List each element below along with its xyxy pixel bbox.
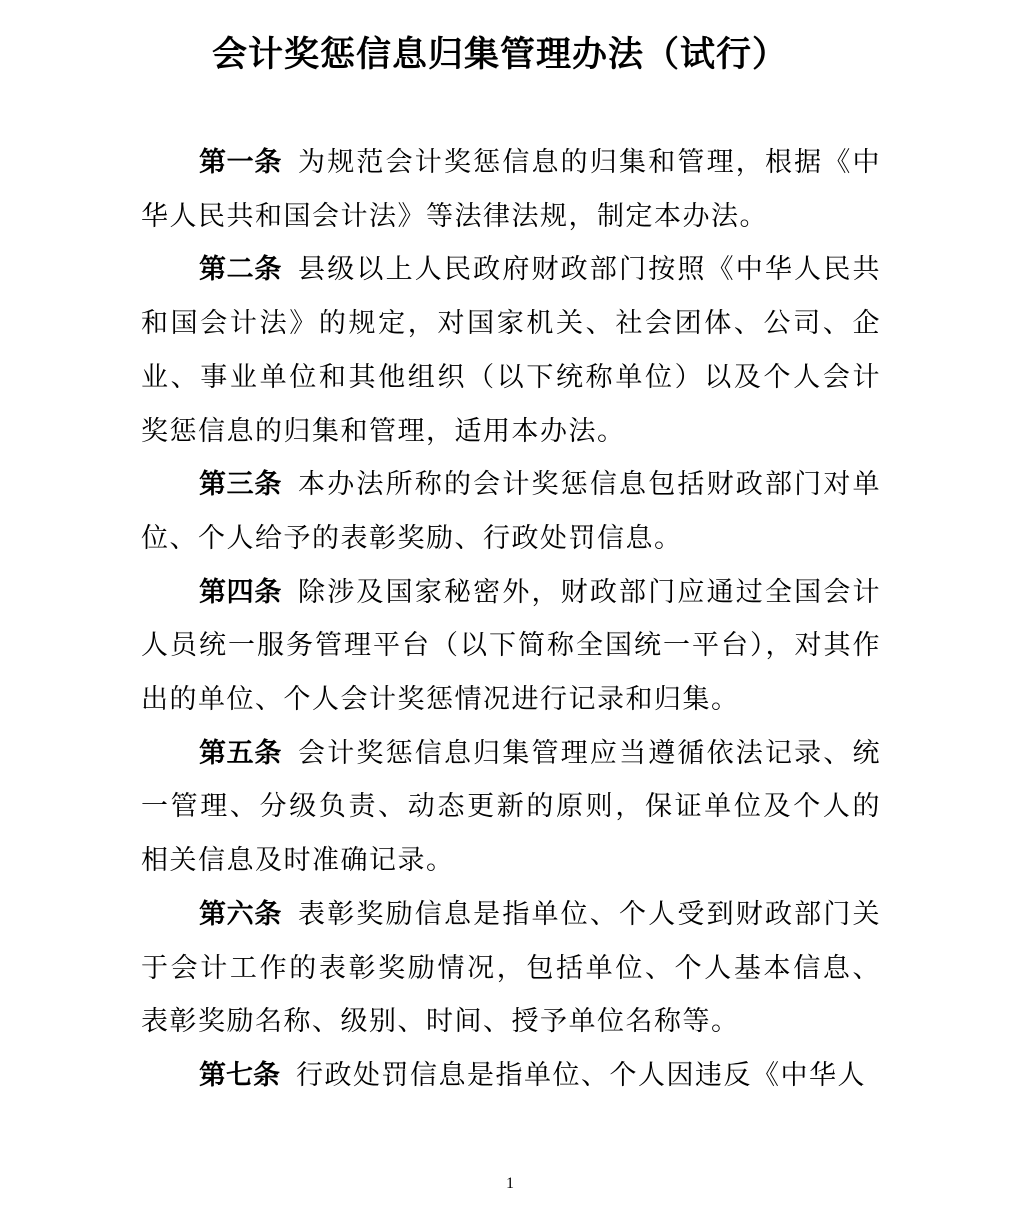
article-text: 为规范会计奖惩信息的归集和管理，根据《中华人民共和国会计法》等法律法规，制定本办法。 [141,147,882,232]
article-label: 第五条 [199,737,283,769]
article-3 [141,458,881,565]
document-title: 会计奖惩信息归集管理办法（试行） [211,35,788,75]
article-text: 行政处罚信息是指单位、个人因违反《中华人 [296,1059,866,1091]
article-label: 第三条 [199,469,283,501]
article-6 [141,888,881,1049]
article-5 [141,727,881,888]
article-label: 第二条 [199,254,283,286]
page-number: 1 [506,1175,514,1192]
article-label: 第四条 [199,576,283,608]
article-label: 第一条 [199,147,283,178]
article-text: 县级以上人民政府财政部门按照《中华人民共和国会计法》的规定，对国家机关、社会团体、公司、企业、事业单位和其他组织（以下统称单位）以及个人会计奖惩信息的归集和管理，适用本办法。 [141,254,882,447]
article-text: 本办法所称的会计奖惩信息包括财政部门对单位、个人给予的表彰奖励、行政处罚信息。 [141,469,882,554]
article-label: 第六条 [199,898,283,930]
article-label: 第七条 [199,1059,280,1091]
article-7 [141,1049,881,1103]
article-text: 除涉及国家秘密外，财政部门应通过全国会计人员统一服务管理平台（以下简称全国统一平台），对其作出的单位、个人会计奖惩情况进行记录和归集。 [141,576,882,716]
document-body [141,136,881,1103]
article-2 [141,243,881,458]
article-text: 表彰奖励信息是指单位、个人受到财政部门关于会计工作的表彰奖励情况，包括单位、个人基本信息、表彰奖励名称、级别、时间、授予单位名称等。 [141,898,882,1038]
article-text: 会计奖惩信息归集管理应当遵循依法记录、统一管理、分级负责、动态更新的原则，保证单位及个人的相关信息及时准确记录。 [141,737,882,877]
article-1 [141,136,881,243]
article-4 [141,566,881,727]
